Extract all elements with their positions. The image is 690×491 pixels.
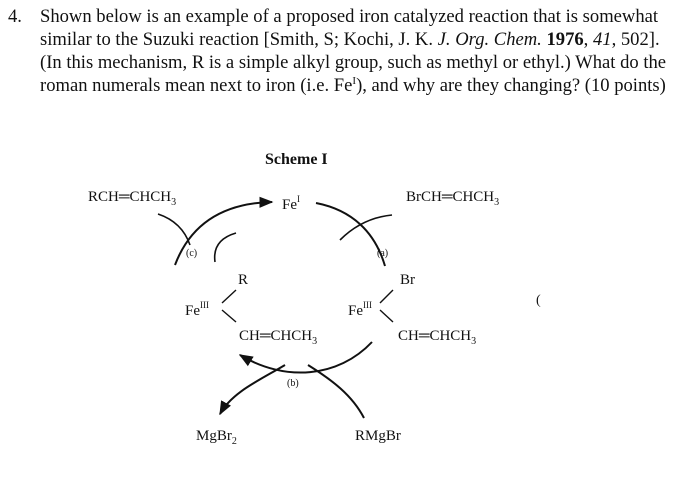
fe3-left: $Fe^{III}$	[185, 300, 209, 319]
arc-step-c	[215, 233, 236, 262]
question-text-part-2: , 502]. (In this mechanism, R is a simple alkyl group, such as methyl or ethyl.) What do the roman numerals mean next to iron (i.e. Fe	[40, 29, 667, 96]
question-text-part-1: Shown below is an example of a proposed iron catalyzed reaction that is somewhat similar to the Suzuki reaction [Smith, S; Kochi, J. K.	[40, 6, 659, 50]
fe1-catalyst: $Fe^I$	[282, 194, 300, 213]
question-text: Shown below is an example of a proposed iron catalyzed reaction that is somewhat similar to the Suzuki reaction [Smith, S; Kochi, J. K. J. Org. Chem. 1976, 41, 502]. (In this mechanism, R is a simple alkyl group, such as methyl or ethyl.) What do the roman numerals mean next to iron (i.e. $Fe^I$), and why are they changing? (10 points)	[40, 6, 667, 96]
fe3-right: $Fe^{III}$	[348, 300, 372, 319]
reactant-right: $BrCH═CHCH_3$	[406, 189, 500, 208]
arc-bromide-entry	[340, 215, 392, 240]
question-number: 4.	[8, 6, 22, 27]
grignard-reagent: RMgBr	[355, 428, 401, 444]
citation-volume: 41	[592, 29, 612, 50]
byproduct-mgbr2: MgBr$_2$	[196, 428, 237, 447]
arc-step-a	[316, 203, 385, 266]
stray-parenthesis: (	[536, 293, 541, 308]
bond-fe-vinyl-left	[222, 310, 236, 322]
oxidation-state-example: I	[352, 75, 357, 87]
arc-product-release	[158, 214, 190, 245]
vinyl-left: $CH═CHCH_3$	[239, 328, 318, 347]
ligand-br: Br	[400, 272, 415, 288]
vinyl-right: $CH═CHCH_3$	[398, 328, 477, 347]
ligand-r: R	[238, 272, 249, 288]
step-a-label: (a)	[377, 248, 389, 259]
question-text-part-3: ), and why are they changing? (10 points)	[356, 75, 666, 96]
bond-fe-vinyl-right	[380, 310, 393, 322]
step-c-label: (c)	[186, 248, 198, 259]
citation-year: 1976	[546, 29, 584, 50]
scheme-title: Scheme I	[265, 151, 328, 168]
bond-fe-r	[222, 290, 236, 303]
arrow-transmetalation	[240, 342, 372, 373]
bond-fe-br	[380, 290, 393, 303]
arc-grignard-entry	[308, 365, 364, 418]
journal-name: J. Org. Chem.	[437, 29, 542, 50]
step-b-label: (b)	[287, 378, 299, 389]
reactant-left: $RCH═CHCH_3$	[88, 189, 177, 208]
arrow-mgbr2-release	[220, 365, 285, 414]
